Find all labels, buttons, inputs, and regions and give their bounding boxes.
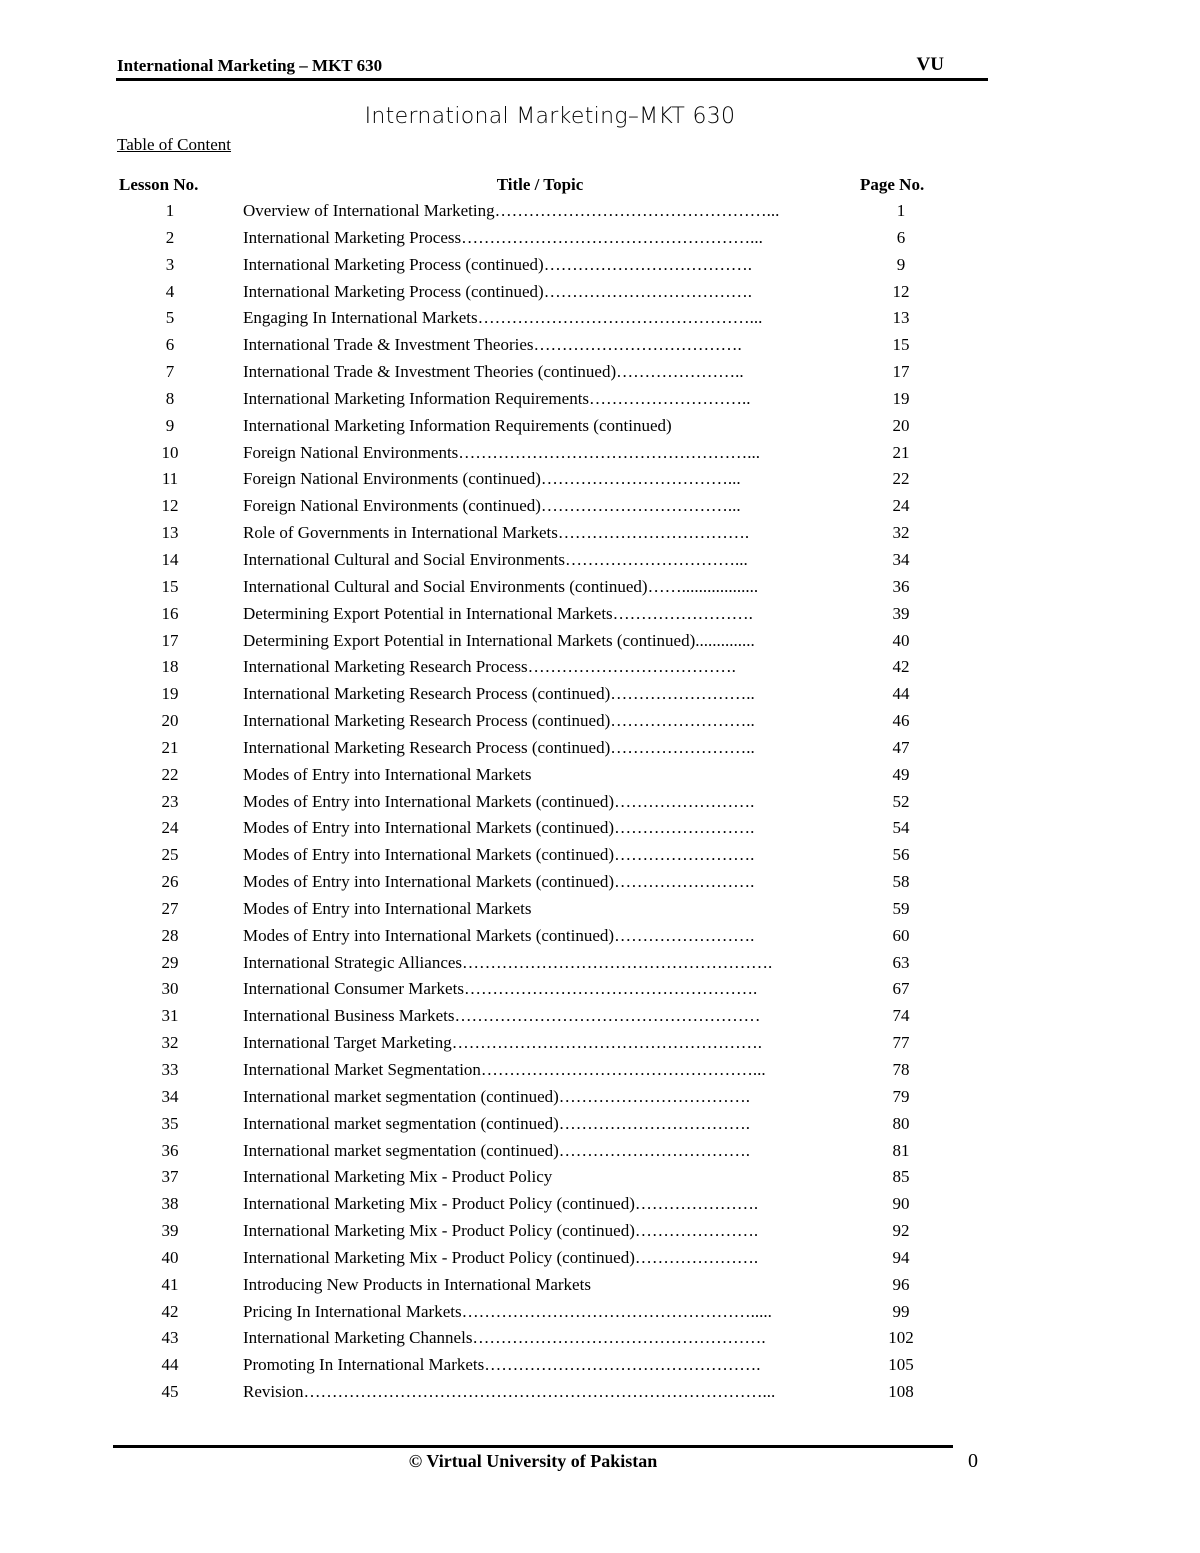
lesson-topic: International market segmentation (continued)……………………………. xyxy=(243,1140,751,1160)
lesson-number: 6 xyxy=(165,335,175,355)
lesson-number: 41 xyxy=(161,1274,179,1294)
column-header-title: Title / Topic xyxy=(496,175,584,194)
toc-row xyxy=(0,1003,1200,1030)
lesson-page-number: 24 xyxy=(892,496,910,516)
lesson-number: 12 xyxy=(161,496,179,516)
toc-row xyxy=(0,1299,1200,1326)
lesson-page-number: 67 xyxy=(892,979,910,999)
lesson-page-number: 77 xyxy=(892,1033,910,1053)
lesson-page-number: 19 xyxy=(892,388,910,408)
toc-row xyxy=(0,869,1200,896)
lesson-topic: International Marketing Process (continued)………………………………. xyxy=(243,254,752,274)
lesson-number: 28 xyxy=(161,925,179,945)
lesson-number: 21 xyxy=(161,737,179,757)
toc-row xyxy=(0,923,1200,950)
toc-row xyxy=(0,1272,1200,1299)
lesson-topic: Foreign National Environments (continued)……………………………... xyxy=(243,496,741,516)
page-header xyxy=(116,54,988,81)
header-vu-label: VU xyxy=(916,54,944,75)
lesson-topic: International Marketing Research Process………………………………. xyxy=(243,657,736,677)
toc-row xyxy=(0,386,1200,413)
lesson-topic: International Marketing Research Process (continued)…………………….. xyxy=(243,737,755,757)
lesson-number: 7 xyxy=(165,362,175,382)
lesson-number: 44 xyxy=(161,1355,179,1375)
lesson-page-number: 44 xyxy=(892,684,910,704)
lesson-page-number: 85 xyxy=(892,1167,910,1187)
lesson-number: 15 xyxy=(161,576,179,596)
toc-row xyxy=(0,198,1200,225)
lesson-page-number: 21 xyxy=(892,442,910,462)
toc-row xyxy=(0,601,1200,628)
lesson-number: 4 xyxy=(165,281,175,301)
lesson-topic: Promoting In International Markets…………………………………………. xyxy=(243,1355,761,1375)
lesson-page-number: 32 xyxy=(892,523,910,543)
lesson-page-number: 80 xyxy=(892,1113,910,1133)
lesson-page-number: 78 xyxy=(892,1060,910,1079)
lesson-number: 9 xyxy=(165,415,175,435)
lesson-page-number: 54 xyxy=(892,818,910,838)
lesson-number: 3 xyxy=(165,254,175,274)
lesson-page-number: 59 xyxy=(892,898,910,918)
lesson-number: 22 xyxy=(161,764,179,784)
lesson-topic: International Consumer Markets……………………………………………. xyxy=(243,979,758,999)
document-title: International Marketing–MKT 630 xyxy=(364,104,736,129)
lesson-page-number: 102 xyxy=(888,1328,914,1348)
toc-row xyxy=(0,1352,1200,1379)
page-number: 0 xyxy=(968,1450,978,1472)
lesson-page-number: 79 xyxy=(892,1086,910,1106)
toc-row xyxy=(0,332,1200,359)
column-header-page: Page No. xyxy=(860,175,925,194)
toc-row xyxy=(0,762,1200,789)
lesson-number: 20 xyxy=(161,711,179,731)
lesson-page-number: 49 xyxy=(892,764,910,784)
toc-row xyxy=(0,1164,1200,1191)
lesson-page-number: 46 xyxy=(892,711,910,731)
lesson-topic: Modes of Entry into International Markets (continued)……………………. xyxy=(243,925,755,945)
toc-row xyxy=(0,815,1200,842)
toc-row xyxy=(0,789,1200,816)
toc-row xyxy=(0,1218,1200,1245)
lesson-topic: International Cultural and Social Environments (continued)…….................. xyxy=(243,576,759,596)
lesson-number: 17 xyxy=(161,630,179,650)
lesson-topic: International Marketing Mix - Product Policy (continued)…………………. xyxy=(243,1194,759,1214)
lesson-number: 16 xyxy=(161,603,179,623)
toc-row xyxy=(0,842,1200,869)
toc-row xyxy=(0,413,1200,440)
lesson-page-number: 92 xyxy=(892,1221,910,1241)
lesson-topic: International Cultural and Social Environments…………………………... xyxy=(243,549,748,569)
lesson-number: 39 xyxy=(161,1221,179,1241)
lesson-number: 45 xyxy=(161,1382,179,1402)
lesson-number: 14 xyxy=(161,549,179,569)
lesson-topic: Modes of Entry into International Markets (continued)……………………. xyxy=(243,872,755,892)
lesson-page-number: 81 xyxy=(892,1140,910,1160)
lesson-number: 19 xyxy=(161,684,179,704)
lesson-page-number: 105 xyxy=(888,1355,914,1375)
toc-row xyxy=(0,1138,1200,1165)
lesson-page-number: 15 xyxy=(892,335,910,355)
toc-row xyxy=(0,1111,1200,1138)
header-course-title: International Marketing – MKT 630 xyxy=(117,56,383,75)
lesson-topic: International Marketing Mix - Product Policy xyxy=(243,1167,553,1187)
lesson-topic: Engaging In International Markets…………………………………………... xyxy=(243,308,763,328)
footer-divider xyxy=(113,1445,953,1448)
lesson-number: 23 xyxy=(161,791,179,811)
lesson-page-number: 22 xyxy=(892,469,910,489)
lesson-page-number: 9 xyxy=(896,254,906,274)
lesson-number: 37 xyxy=(161,1167,179,1187)
lesson-topic: Modes of Entry into International Markets (continued)……………………. xyxy=(243,791,755,811)
lesson-topic: Overview of International Marketing…………………………………………... xyxy=(243,201,780,220)
toc-row xyxy=(0,493,1200,520)
lesson-page-number: 63 xyxy=(892,952,910,972)
lesson-topic: Modes of Entry into International Markets (continued)……………………. xyxy=(243,818,755,838)
lesson-topic: Role of Governments in International Markets……………………………. xyxy=(243,523,750,543)
toc-row xyxy=(0,1325,1200,1352)
toc-row xyxy=(0,440,1200,467)
lesson-number: 40 xyxy=(161,1247,179,1267)
toc-row xyxy=(0,225,1200,252)
lesson-topic: International Marketing Process……………………………………………... xyxy=(243,227,763,247)
lesson-topic: International Marketing Channels……………………………………………. xyxy=(243,1328,766,1348)
lesson-number: 34 xyxy=(161,1086,179,1106)
lesson-number: 8 xyxy=(165,388,175,408)
toc-row xyxy=(0,252,1200,279)
toc-row xyxy=(0,305,1200,332)
lesson-topic: International Market Segmentation…………………………………………... xyxy=(243,1060,766,1079)
toc-row xyxy=(0,359,1200,386)
toc-row xyxy=(0,896,1200,923)
toc-row xyxy=(0,574,1200,601)
toc-row xyxy=(0,708,1200,735)
lesson-number: 30 xyxy=(161,979,179,999)
footer-copyright: © Virtual University of Pakistan xyxy=(408,1451,658,1471)
toc-row xyxy=(0,1191,1200,1218)
lesson-topic: Modes of Entry into International Markets xyxy=(243,764,532,784)
lesson-topic: Revision………………………………………………………………………... xyxy=(243,1382,776,1402)
lesson-topic: Foreign National Environments (continued)……………………………... xyxy=(243,469,741,489)
lesson-number: 42 xyxy=(161,1301,179,1321)
lesson-number: 25 xyxy=(161,845,179,865)
lesson-topic: International Business Markets……………………………………………… xyxy=(243,1006,761,1026)
lesson-topic: International Marketing Information Requirements……………………….. xyxy=(243,388,751,408)
lesson-page-number: 94 xyxy=(892,1247,910,1267)
lesson-number: 36 xyxy=(161,1140,179,1160)
lesson-topic: International Trade & Investment Theories (continued)………………….. xyxy=(243,362,744,382)
lesson-page-number: 40 xyxy=(892,630,910,650)
lesson-number: 38 xyxy=(161,1194,179,1214)
lesson-topic: International Marketing Mix - Product Policy (continued)…………………. xyxy=(243,1247,759,1267)
lesson-topic: International Marketing Research Process (continued)…………………….. xyxy=(243,684,755,704)
lesson-page-number: 99 xyxy=(892,1301,910,1321)
lesson-topic: Foreign National Environments……………………………………………... xyxy=(243,442,761,462)
lesson-page-number: 42 xyxy=(892,657,910,677)
toc-row xyxy=(0,1057,1200,1084)
lesson-topic: International market segmentation (continued)……………………………. xyxy=(243,1086,751,1106)
lesson-page-number: 56 xyxy=(892,845,910,865)
lesson-topic: Pricing In International Markets……………………………………………..... xyxy=(243,1301,772,1321)
toc-row xyxy=(0,976,1200,1003)
lesson-page-number: 39 xyxy=(892,603,910,623)
toc-list xyxy=(0,198,1200,1406)
lesson-topic: International Strategic Alliances………………………………………………. xyxy=(243,952,773,972)
toc-row xyxy=(0,279,1200,306)
toc-row xyxy=(0,735,1200,762)
lesson-number: 35 xyxy=(161,1113,179,1133)
lesson-page-number: 36 xyxy=(892,576,910,596)
lesson-page-number: 17 xyxy=(892,362,910,382)
lesson-topic: Determining Export Potential in International Markets……………………. xyxy=(243,603,753,623)
toc-row xyxy=(0,547,1200,574)
lesson-number: 5 xyxy=(165,308,175,328)
toc-row xyxy=(0,1245,1200,1272)
lesson-page-number: 1 xyxy=(896,201,906,220)
lesson-number: 13 xyxy=(161,523,179,543)
lesson-page-number: 96 xyxy=(892,1274,910,1294)
lesson-topic: Introducing New Products in International Markets xyxy=(243,1274,591,1294)
lesson-topic: International market segmentation (continued)……………………………. xyxy=(243,1113,751,1133)
lesson-page-number: 20 xyxy=(892,415,910,435)
toc-row xyxy=(0,654,1200,681)
lesson-number: 26 xyxy=(161,872,179,892)
lesson-page-number: 12 xyxy=(892,281,910,301)
toc-row xyxy=(0,1084,1200,1111)
toc-row xyxy=(0,1379,1200,1406)
lesson-number: 18 xyxy=(161,657,179,677)
lesson-number: 24 xyxy=(161,818,179,838)
lesson-page-number: 47 xyxy=(892,737,910,757)
lesson-topic: Modes of Entry into International Markets xyxy=(243,898,532,918)
toc-row xyxy=(0,466,1200,493)
lesson-number: 2 xyxy=(165,227,175,247)
lesson-number: 11 xyxy=(161,469,179,489)
column-header-lesson: Lesson No. xyxy=(119,175,199,194)
lesson-topic: International Marketing Process (continued)………………………………. xyxy=(243,281,752,301)
lesson-page-number: 52 xyxy=(892,791,910,811)
lesson-number: 10 xyxy=(161,442,179,462)
lesson-page-number: 90 xyxy=(892,1194,910,1214)
lesson-topic: International Marketing Research Process (continued)…………………….. xyxy=(243,711,755,731)
lesson-number: 27 xyxy=(161,898,179,918)
toc-row xyxy=(0,520,1200,547)
lesson-page-number: 6 xyxy=(896,227,906,247)
lesson-page-number: 74 xyxy=(892,1006,910,1026)
toc-row xyxy=(0,681,1200,708)
toc-row xyxy=(0,950,1200,977)
lesson-number: 32 xyxy=(161,1033,179,1053)
lesson-topic: International Marketing Information Requirements (continued) xyxy=(243,415,672,435)
lesson-page-number: 13 xyxy=(892,308,910,328)
lesson-number: 43 xyxy=(161,1328,179,1348)
lesson-page-number: 34 xyxy=(892,549,910,569)
lesson-topic: Determining Export Potential in International Markets (continued).............. xyxy=(243,630,755,650)
lesson-topic: International Target Marketing………………………………………………. xyxy=(243,1033,762,1053)
lesson-number: 29 xyxy=(161,952,179,972)
toc-heading: Table of Content xyxy=(117,135,232,154)
lesson-topic: Modes of Entry into International Markets (continued)……………………. xyxy=(243,845,755,865)
lesson-number: 33 xyxy=(161,1060,179,1079)
toc-row xyxy=(0,1030,1200,1057)
lesson-page-number: 60 xyxy=(892,925,910,945)
lesson-number: 1 xyxy=(165,201,175,220)
lesson-topic: International Trade & Investment Theories………………………………. xyxy=(243,335,742,355)
lesson-number: 31 xyxy=(161,1006,179,1026)
lesson-page-number: 108 xyxy=(888,1382,914,1402)
toc-row xyxy=(0,628,1200,655)
lesson-topic: International Marketing Mix - Product Policy (continued)…………………. xyxy=(243,1221,759,1241)
lesson-page-number: 58 xyxy=(892,872,910,892)
